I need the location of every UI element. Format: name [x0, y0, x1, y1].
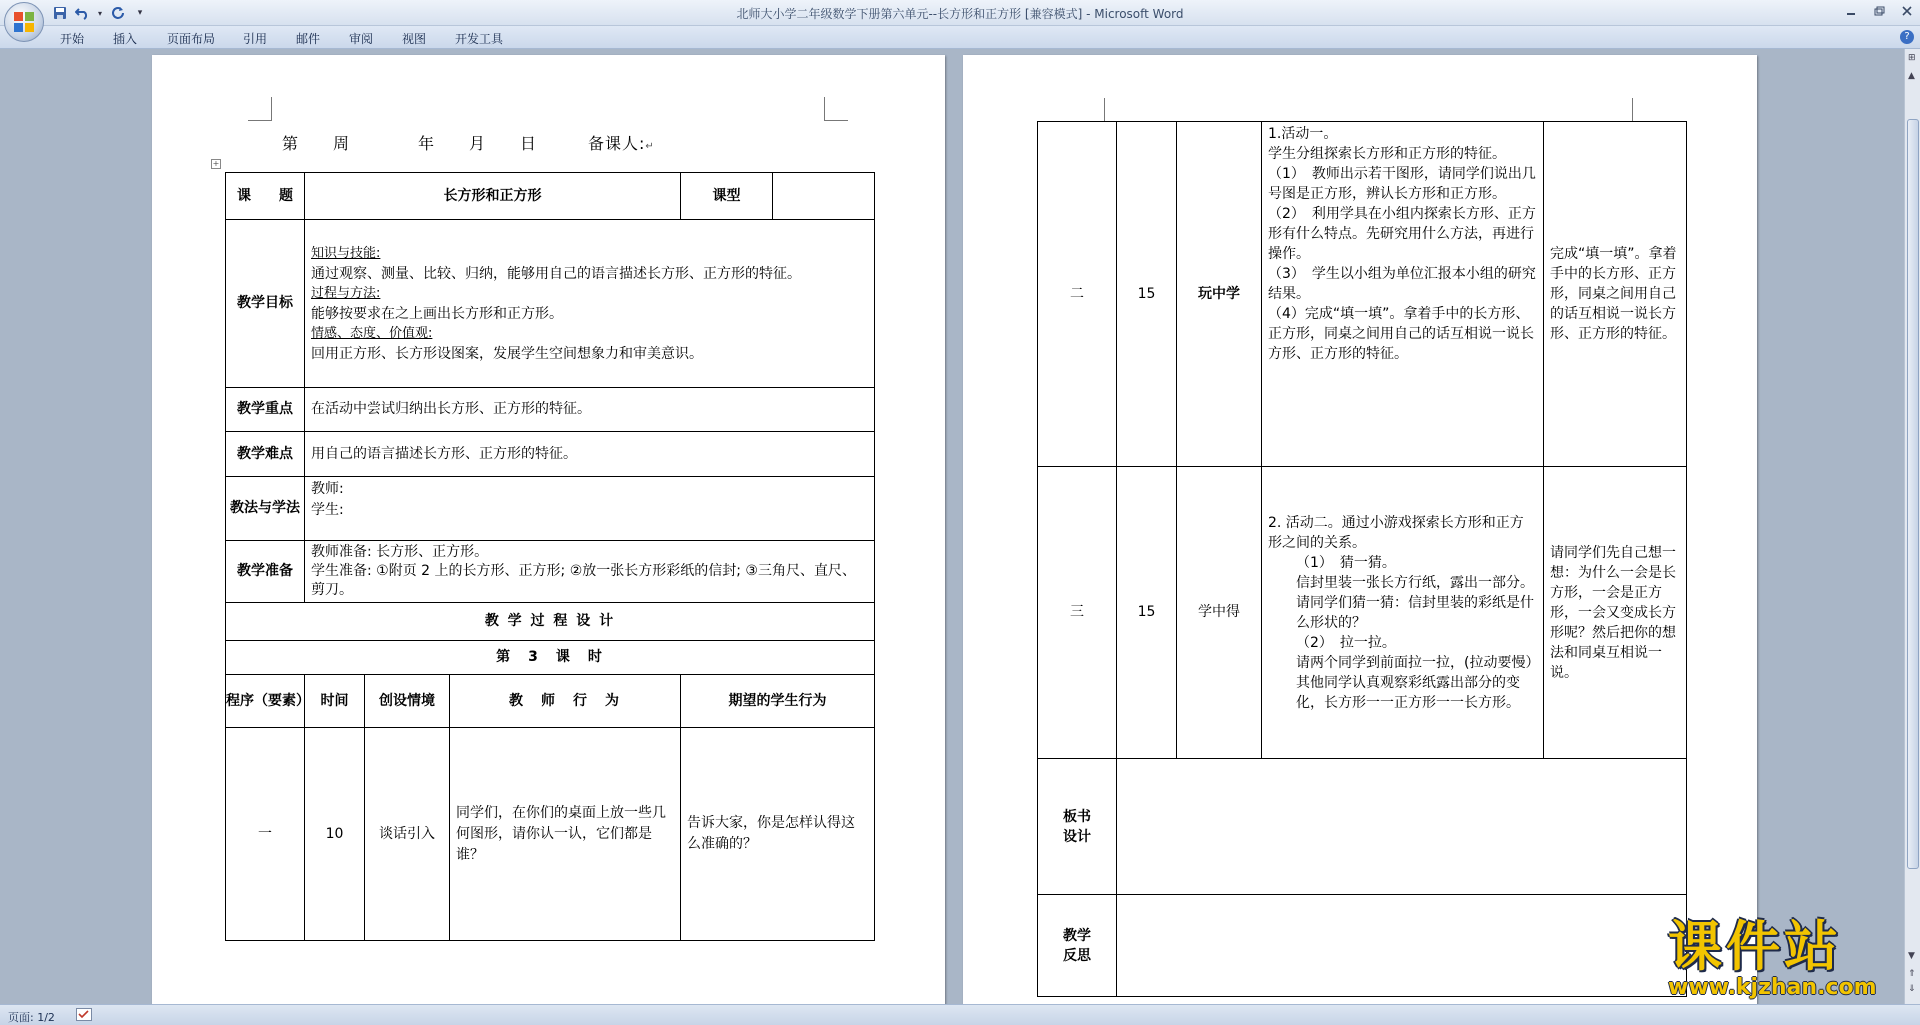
col-student: 期望的学生行为	[681, 675, 875, 728]
crop-mark	[1081, 98, 1105, 122]
prep-student: 学生准备: ①附页 2 上的长方形、正方形; ②放一张长方形彩纸的信封; ③三角尺、直尺、剪刀。	[311, 563, 856, 598]
watermark-logo	[1668, 915, 1900, 1002]
row3-scene: 学中得	[1177, 467, 1262, 759]
difficult-value: 用自己的语言描述长方形、正方形的特征。	[305, 432, 875, 477]
reflect-label: 教学反思	[1038, 895, 1117, 997]
page-1[interactable]	[152, 55, 945, 1004]
goals-text-2: 能够按要求在之上画出长方形和正方形。	[311, 305, 563, 322]
prep-teacher: 教师准备: 长方形、正方形。	[311, 544, 489, 560]
row3-teacher-line-1: 2. 活动二。通过小游戏探索长方形和正方形之间的关系。	[1268, 514, 1524, 551]
goals-text-1: 通过观察、测量、比较、归纳，能够用自己的语言描述长方形、正方形的特征。	[311, 265, 801, 282]
watermark-url: www.kjzhan.com	[1668, 975, 1877, 1000]
header-text: 第 周 年 月 日 备课人:	[282, 134, 646, 153]
key-label: 教学重点	[226, 388, 305, 432]
row2-teacher-line-4: （2） 利用学具在小组内探索长方形、正方形有什么特点。先研究用什么方法，再进行操作。	[1268, 206, 1536, 262]
proofing-icon[interactable]	[76, 1008, 92, 1021]
row3-teacher-line-4: （2） 拉一拉。	[1296, 634, 1396, 651]
status-bar	[0, 1004, 1920, 1025]
crop-mark	[248, 97, 272, 121]
next-page-icon[interactable]: ⇓	[1908, 984, 1916, 994]
watermark-title: 课件站	[1668, 915, 1842, 978]
difficult-label: 教学难点	[226, 432, 305, 477]
row1-time: 10	[305, 728, 365, 941]
ruler-toggle-icon[interactable]: ⊞	[1908, 53, 1916, 63]
title-bar	[0, 0, 1920, 26]
document-area[interactable]	[0, 49, 1904, 1004]
row2-step: 二	[1038, 122, 1117, 467]
office-logo-icon	[14, 12, 35, 33]
row3-student: 请同学们先自己想一想：为什么一会是长方形，一会是正方形，一会又变成长方形呢？然后把你的想法和同桌互相说一说。	[1544, 467, 1687, 759]
lesson-table-page2	[1037, 121, 1687, 997]
row2-time: 15	[1117, 122, 1177, 467]
goals-text-3: 回用正方形、长方形设图案，发展学生空间想象力和审美意识。	[311, 345, 703, 362]
window-controls	[1842, 3, 1916, 19]
board-label: 板书设计	[1038, 759, 1117, 895]
row3-teacher-line-3: 信封里装一张长方行纸，露出一部分。请同学们猜一猜：信封里装的彩纸是什么形状的？	[1296, 574, 1534, 631]
paragraph-mark: ↵	[645, 141, 655, 152]
row3-teacher	[1262, 467, 1544, 759]
method-teacher: 教师:	[311, 481, 344, 497]
scroll-thumb[interactable]	[1907, 119, 1919, 869]
row2-teacher-line-3: （1） 教师出示若干图形，请同学们说出几号图是正方形，辨认长方形和正方形。	[1268, 166, 1536, 202]
goals-label: 教学目标	[226, 220, 305, 388]
tab-mailings[interactable]: 邮件	[296, 32, 321, 46]
prep-cell	[305, 541, 875, 603]
vertical-scrollbar[interactable]	[1904, 49, 1920, 1004]
header-line	[282, 131, 655, 154]
tab-insert[interactable]: 插入	[113, 32, 138, 46]
row2-student: 完成“填一填”。拿着手中的长方形、正方形，同桌之间用自己的话互相说一说长方形、正方形的特征。	[1544, 122, 1687, 467]
scroll-up-icon[interactable]: ▲	[1908, 71, 1915, 81]
method-cell	[305, 477, 875, 541]
row1-step: 一	[226, 728, 305, 941]
tab-view[interactable]: 视图	[402, 32, 427, 46]
close-icon[interactable]	[1898, 3, 1916, 19]
col-teacher: 教 师 行 为	[450, 675, 681, 728]
row3-step: 三	[1038, 467, 1117, 759]
table-move-handle[interactable]: +	[212, 159, 220, 168]
row2-teacher	[1262, 122, 1544, 467]
dropdown-icon[interactable]: ▾	[97, 8, 102, 18]
restore-icon[interactable]	[1870, 3, 1888, 19]
goals-heading-2: 过程与方法:	[311, 285, 381, 301]
col-step: 程序（要素）	[226, 675, 305, 728]
row1-teacher: 同学们，在你们的桌面上放一些几何图形，请你认一认，它们都是谁？	[450, 728, 681, 941]
row2-teacher-line-5: （3） 学生以小组为单位汇报本小组的研究结果。	[1268, 266, 1536, 302]
lesson-table-page1	[225, 172, 875, 941]
lesson-title: 第 3 课 时	[226, 641, 875, 675]
window-title: 北师大小学二年级数学下册第六单元--长方形和正方形 [兼容模式] - Microsoft Word	[736, 7, 1184, 21]
method-student: 学生:	[311, 502, 344, 518]
tab-page-layout[interactable]: 页面布局	[167, 32, 216, 46]
customize-toolbar-icon[interactable]: ▾	[137, 8, 143, 18]
tab-references[interactable]: 引用	[243, 32, 268, 46]
type-label: 课型	[681, 173, 773, 220]
row2-teacher-line-2: 学生分组探索长方形和正方形的特征。	[1268, 146, 1506, 162]
goals-heading-3: 情感、态度、价值观:	[311, 325, 433, 341]
prev-page-icon[interactable]: ⇑	[1908, 969, 1916, 979]
reflect-cell	[1117, 895, 1687, 997]
tab-review[interactable]: 审阅	[349, 32, 374, 46]
minimize-icon[interactable]	[1842, 3, 1860, 19]
col-time: 时间	[305, 675, 365, 728]
row1-student: 告诉大家，你是怎样认得这么准确的？	[681, 728, 875, 941]
goals-heading-1: 知识与技能:	[311, 245, 381, 261]
goals-cell	[305, 220, 875, 388]
key-value: 在活动中尝试归纳出长方形、正方形的特征。	[305, 388, 875, 432]
board-cell	[1117, 759, 1687, 895]
row3-time: 15	[1117, 467, 1177, 759]
tab-developer[interactable]: 开发工具	[455, 32, 504, 46]
row1-scene: 谈话引入	[365, 728, 450, 941]
row3-teacher-line-2: （1） 猜一猜。	[1296, 554, 1396, 571]
ribbon-tabs	[0, 26, 1920, 49]
crop-mark	[824, 97, 848, 121]
type-value	[773, 173, 875, 220]
process-title: 教 学 过 程 设 计	[226, 603, 875, 641]
office-button[interactable]	[4, 2, 44, 42]
subject-value: 长方形和正方形	[305, 173, 681, 220]
help-icon[interactable]: ?	[1900, 30, 1914, 44]
row2-teacher-line-1: 1.活动一。	[1268, 126, 1338, 142]
crop-mark	[1632, 98, 1656, 122]
page-count[interactable]: 页面: 1/2	[8, 1011, 55, 1024]
subject-label: 课 题	[226, 173, 305, 220]
col-scene: 创设情境	[365, 675, 450, 728]
row2-scene: 玩中学	[1177, 122, 1262, 467]
page-2[interactable]	[963, 55, 1757, 1004]
scroll-down-icon[interactable]: ▼	[1908, 951, 1915, 961]
tab-home[interactable]: 开始	[60, 32, 85, 46]
method-label: 教法与学法	[226, 477, 305, 541]
row2-teacher-line-6: （4）完成“填一填”。拿着手中的长方形、正方形，同桌之间用自己的话互相说一说长方形、正方形的特征。	[1268, 306, 1534, 362]
prep-label: 教学准备	[226, 541, 305, 603]
row3-teacher-line-5: 请两个同学到前面拉一拉，(拉动要慢）其他同学认真观察彩纸露出部分的变化，长方形一一正方形一一长方形。	[1296, 654, 1533, 711]
